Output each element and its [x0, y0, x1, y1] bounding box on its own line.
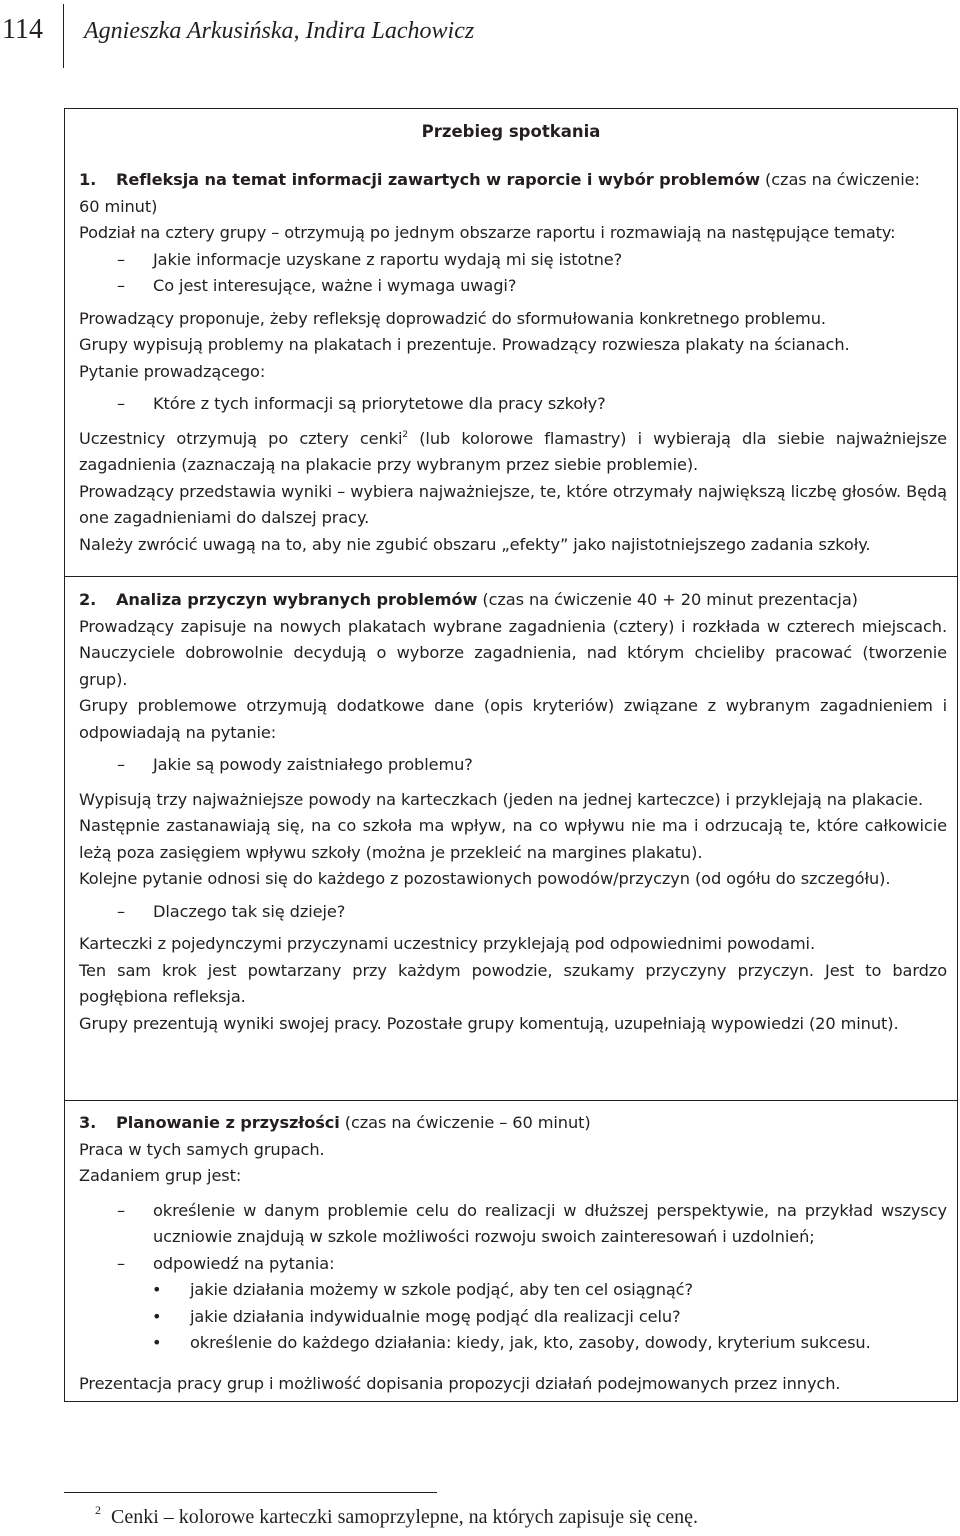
paragraph: Prezentacja pracy grup i możliwość dopisania propozycji działań podejmowanych przez innych. [79, 1373, 841, 1393]
dash-marker: – [117, 1253, 125, 1273]
paragraph: Ten sam krok jest powtarzany przy każdym powodzie, szukamy przyczyny przyczyn. Jest to bardzo pogłębiona refleksja. [79, 960, 947, 1006]
footnote-marker: 2 [95, 1503, 101, 1517]
paragraph [79, 426, 947, 479]
paragraph: Grupy problemowe otrzymują dodatkowe dane (opis kryteriów) związane z wybranym zagadnieniem i odpowiadają na pytanie: [79, 696, 947, 742]
section-number: 3. [79, 1113, 97, 1132]
paragraph: Prowadzący zapisuje na nowych plakatach wybrane zagadnienia (cztery) i rozkłada w czterech miejscach. Nauczyciele dobrowolnie decydują o wyborze zagadnienia, nad którym chcieliby pracować (tworzenie grup). [79, 616, 947, 689]
table-title: Przebieg spotkania [421, 122, 601, 141]
list-item [79, 247, 947, 274]
section-title: Analiza przyczyn wybranych problemów [116, 590, 478, 609]
section-2 [79, 587, 947, 1037]
paragraph: Podział na cztery grupy – otrzymują po jednym obszarze raportu i rozmawiają na następujące tematy: [79, 223, 896, 242]
list-item-text: Jakie są powody zaistniałego problemu? [153, 755, 473, 774]
list-item-text: określenie w danym problemie celu do realizacji w dłuższej perspektywie, na przykład wszyscy uczniowie znajdują w szkole możliwości rozwoju swoich zainteresowań i uzdolnień; [153, 1200, 947, 1246]
paragraph: Karteczki z pojedynczymi przyczynami uczestnicy przyklejają pod odpowiednimi powodami. [79, 934, 816, 953]
dash-marker: – [117, 901, 125, 921]
section-time-cont: 60 minut) [79, 196, 158, 216]
paragraph: Następnie zastanawiają się, na co szkoła ma wpływ, na co wpływu nie ma i odrzucają te, które całkowicie leżą poza zasięgiem wpływu szkoły (można je przekleić na margines plakatu). [79, 816, 947, 862]
section-3-heading [79, 1110, 947, 1137]
list-item [79, 391, 947, 418]
paragraph: Pytanie prowadzącego: [79, 361, 266, 381]
paragraph: Praca w tych samych grupach. [79, 1139, 325, 1159]
section-time: (czas na ćwiczenie: [760, 170, 920, 189]
list-item [79, 1198, 947, 1251]
bullet-item-text: jakie działania możemy w szkole podjąć, aby ten cel osiągnąć? [190, 1280, 693, 1299]
section-time: (czas na ćwiczenie 40 + 20 minut prezentacja) [477, 590, 858, 609]
paragraph: Zadaniem grup jest: [79, 1166, 242, 1185]
bullet-item [79, 1304, 947, 1331]
text-run: (lub kolorowe flamastry) i wybierają dla siebie najważniejsze zagadnienia (zaznaczają na plakacie przy wybranym przez siebie problemie). [79, 428, 947, 474]
dash-marker: – [117, 276, 125, 295]
section-title: Planowanie z przyszłości [116, 1113, 340, 1132]
paragraph: Grupy wypisują problemy na plakatach i prezentuje. Prowadzący rozwiesza plakaty na ścianach. [79, 335, 850, 354]
paragraph: Prowadzący przedstawia wyniki – wybiera najważniejsze, te, które otrzymały największą liczbę głosów. Będą one zagadnieniami do dalszej pracy. [79, 481, 947, 527]
row-divider-1 [64, 576, 958, 577]
section-3 [79, 1110, 947, 1397]
footnote-divider [64, 1492, 437, 1493]
list-item [79, 752, 947, 779]
paragraph: Wypisują trzy najważniejsze powody na karteczkach (jeden na jednej karteczce) i przyklejają na plakacie. [79, 789, 924, 809]
bullet-item [79, 1330, 947, 1357]
paragraph: Prowadzący proponuje, żeby refleksję doprowadzić do sformułowania konkretnego problemu. [79, 308, 826, 328]
list-item-text: Dlaczego tak się dzieje? [153, 901, 346, 921]
bullet-item [79, 1277, 947, 1304]
bullet-item-text: określenie do każdego działania: kiedy, jak, kto, zasoby, dowody, kryterium sukcesu. [190, 1333, 871, 1352]
dash-marker: – [117, 1200, 125, 1220]
footnote-ref: 2 [402, 429, 408, 440]
section-title: Refleksja na temat informacji zawartych w raporcie i wybór problemów [116, 170, 760, 189]
dash-marker: – [117, 755, 125, 774]
list-item-text: odpowiedź na pytania: [153, 1253, 335, 1273]
paragraph: Kolejne pytanie odnosi się do każdego z pozostawionych powodów/przyczyn (od ogółu do szczegółu). [79, 869, 891, 888]
section-time: (czas na ćwiczenie – 60 minut) [339, 1113, 591, 1132]
section-number: 2. [79, 590, 97, 609]
list-item [79, 899, 947, 926]
page-number: 114 [2, 14, 43, 45]
footnote-text: Cenki – kolorowe karteczki samoprzylepne, na których zapisuje się cenę. [111, 1506, 699, 1528]
bullet-marker: • [152, 1333, 162, 1352]
bullet-item-text: jakie działania indywidualnie mogę podjąć dla realizacji celu? [190, 1306, 681, 1326]
section-2-heading [79, 587, 947, 614]
section-1 [79, 167, 947, 558]
running-head: Agnieszka Arkusińska, Indira Lachowicz [84, 18, 475, 44]
bullet-marker: • [152, 1280, 162, 1299]
header-divider [63, 4, 64, 68]
footnote [95, 1503, 699, 1529]
list-item-text: Które z tych informacji są priorytetowe dla pracy szkoły? [153, 394, 606, 413]
paragraph: Należy zwrócić uwagą na to, aby nie zgubić obszaru „efekty” jako najistotniejszego zadania szkoły. [79, 534, 871, 554]
section-1-heading [79, 167, 947, 194]
list-item-text: Co jest interesujące, ważne i wymaga uwagi? [153, 276, 517, 295]
dash-marker: – [117, 249, 125, 269]
dash-marker: – [117, 394, 125, 413]
bullet-marker: • [152, 1306, 162, 1326]
section-number: 1. [79, 170, 97, 189]
paragraph: Grupy prezentują wyniki swojej pracy. Pozostałe grupy komentują, uzupełniają wypowiedzi (20 minut). [79, 1013, 899, 1033]
list-item-text: Jakie informacje uzyskane z raportu wydają mi się istotne? [153, 249, 623, 269]
list-item [79, 273, 947, 300]
list-item [79, 1251, 947, 1278]
text-run: Uczestnicy otrzymują po cztery cenki [79, 428, 403, 448]
row-divider-2 [64, 1100, 958, 1101]
